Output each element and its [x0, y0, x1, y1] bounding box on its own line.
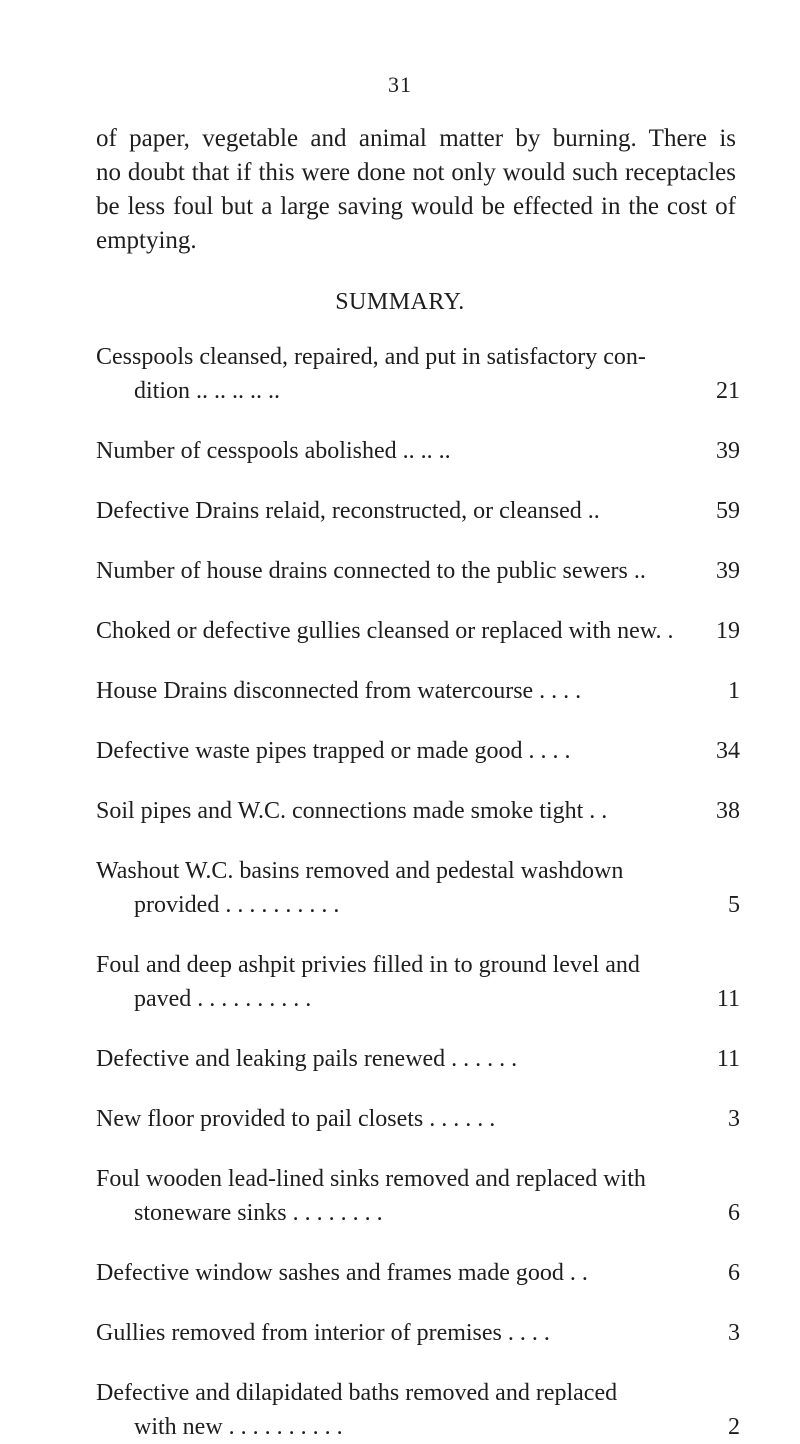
- summary-item-label: Gullies removed from interior of premises . . . .: [96, 1320, 550, 1346]
- summary-list: [96, 340, 740, 1444]
- summary-item-label: Cesspools cleansed, repaired, and put in satisfactory con-: [96, 344, 646, 370]
- summary-item-value: 34: [716, 738, 740, 764]
- summary-item: [96, 1376, 740, 1444]
- summary-item-value: 3: [728, 1320, 740, 1346]
- summary-item-label: Washout W.C. basins removed and pedestal washdown: [96, 858, 624, 884]
- summary-item-label: New floor provided to pail closets . . . . . .: [96, 1106, 496, 1132]
- summary-item-label: Defective and leaking pails renewed . . . . . .: [96, 1046, 518, 1072]
- summary-item-value: 39: [716, 558, 740, 584]
- summary-item-label: Choked or defective gullies cleansed or replaced with new. .: [96, 618, 674, 644]
- summary-item: [96, 1162, 740, 1230]
- summary-item: [96, 1256, 740, 1290]
- summary-item-label: Defective and dilapidated baths removed and replaced: [96, 1380, 618, 1406]
- summary-item: [96, 734, 740, 768]
- summary-item-value: 39: [716, 438, 740, 464]
- summary-item: [96, 434, 740, 468]
- summary-item-value: 11: [716, 986, 740, 1012]
- summary-item-value: 38: [716, 798, 740, 824]
- summary-item-label: Defective waste pipes trapped or made good . . . .: [96, 738, 571, 764]
- summary-item-label-continuation: provided . . . . . . . . . .: [134, 892, 340, 918]
- summary-item: [96, 674, 740, 708]
- summary-item-value: 6: [728, 1200, 740, 1226]
- summary-item-value: 6: [728, 1260, 740, 1286]
- intro-paragraph: [96, 122, 736, 258]
- summary-item: [96, 340, 740, 408]
- summary-item: [96, 854, 740, 922]
- summary-item-value: 3: [728, 1106, 740, 1132]
- intro-line: be less foul but a large saving would be effected in the cost of: [96, 193, 736, 220]
- summary-item: [96, 948, 740, 1016]
- summary-item: [96, 794, 740, 828]
- summary-item-label-continuation: dition .. .. .. .. ..: [134, 378, 281, 404]
- summary-heading: SUMMARY.: [335, 289, 465, 315]
- intro-line: emptying.: [96, 227, 197, 254]
- summary-item-value: 19: [716, 618, 740, 644]
- summary-item-label-continuation: paved . . . . . . . . . .: [134, 986, 312, 1012]
- summary-item-label: Number of house drains connected to the public sewers ..: [96, 558, 646, 584]
- summary-item-label: Foul and deep ashpit privies filled in to ground level and: [96, 952, 640, 978]
- summary-item-value: 11: [716, 1046, 740, 1072]
- summary-item-label: Foul wooden lead-lined sinks removed and replaced with: [96, 1166, 646, 1192]
- summary-item-label: House Drains disconnected from watercourse . . . .: [96, 678, 582, 704]
- summary-item-value: 59: [716, 498, 740, 524]
- summary-item-label-continuation: stoneware sinks . . . . . . . .: [134, 1200, 383, 1226]
- summary-item: [96, 1042, 740, 1076]
- summary-item: [96, 1316, 740, 1350]
- summary-item: [96, 1102, 740, 1136]
- summary-item: [96, 494, 740, 528]
- summary-item-label-continuation: with new . . . . . . . . . .: [134, 1414, 343, 1440]
- summary-item-label: Soil pipes and W.C. connections made smoke tight . .: [96, 798, 608, 824]
- summary-item-value: 1: [728, 678, 740, 704]
- summary-item: [96, 614, 740, 648]
- summary-item-value: 5: [728, 892, 740, 918]
- summary-item-label: Defective window sashes and frames made good . .: [96, 1260, 588, 1286]
- summary-item-label: Number of cesspools abolished .. .. ..: [96, 438, 451, 464]
- summary-item-value: 21: [716, 378, 740, 404]
- intro-line: no doubt that if this were done not only would such receptacles: [96, 159, 736, 186]
- intro-line: of paper, vegetable and animal matter by burning. There is: [96, 125, 736, 152]
- summary-item-label: Defective Drains relaid, reconstructed, or cleansed ..: [96, 498, 600, 524]
- summary-item: [96, 554, 740, 588]
- summary-item-value: 2: [728, 1414, 740, 1440]
- page-number: 31: [388, 72, 412, 97]
